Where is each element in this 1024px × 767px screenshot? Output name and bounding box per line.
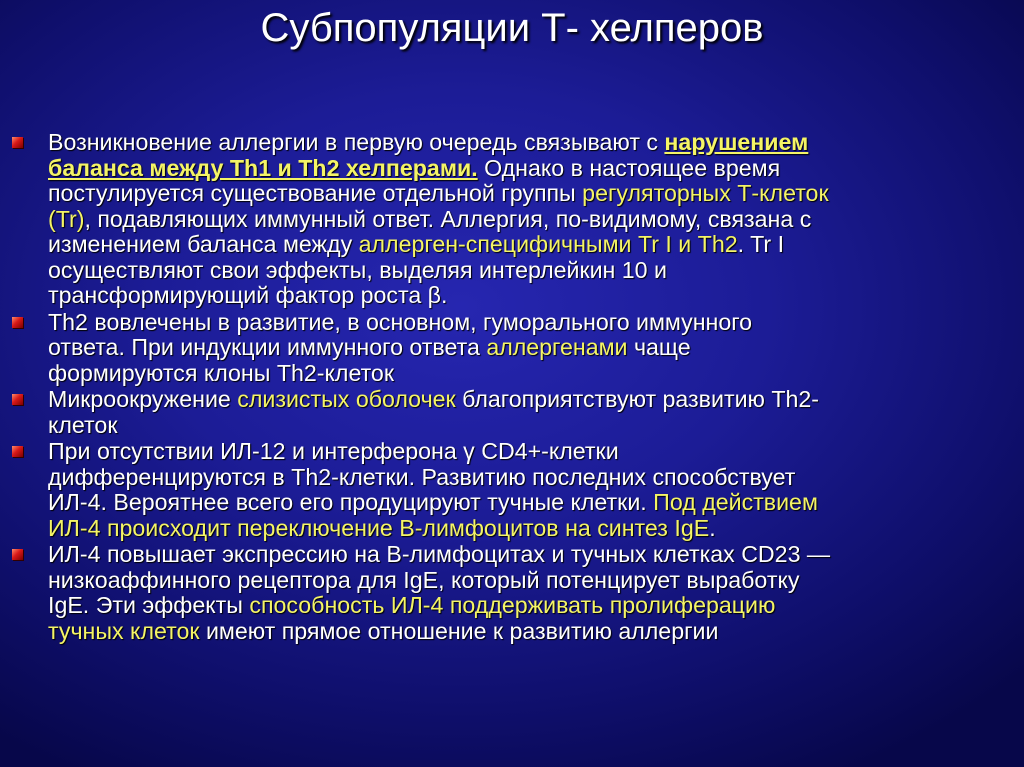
red-square-bullet-icon xyxy=(12,549,23,560)
bullet-list xyxy=(12,130,1012,645)
red-square-bullet-icon xyxy=(12,394,23,405)
bullet-item-3: Микроокружение слизистых оболочек благоприятствуют развитию Th2- клеток xyxy=(12,387,1012,438)
slide-title: Субпопуляции Т- хелперов xyxy=(260,6,764,50)
bullet-item-2: Th2 вовлечены в развитие, в основном, гуморального иммунного ответа. При индукции иммунного ответа аллергенами чаще формируются клоны Th2-клеток xyxy=(12,310,1012,387)
bullet-item-5: ИЛ-4 повышает экспрессию на В-лимфоцитах и тучных клетках CD23 — низкоаффинного рецептора для IgE, который потенцирует выработку IgE. Эти эффекты способность ИЛ-4 поддерживать пролиферацию тучных клеток имеют прямое отношение к развитию аллергии xyxy=(12,542,1012,644)
red-square-bullet-icon xyxy=(12,317,23,328)
bullet-item-1: Возникновение аллергии в первую очередь связывают с нарушением баланса между Th1 и Th2 хелперами. Однако в настоящее время постулируется существование отдельной группы регуляторных Т-клеток (Tr), подавляющих иммунный ответ. Аллергия, по-видимому, связана с изменением баланса между аллерген-специфичными Tr I и Th2. Tr I осуществляют свои эффекты, выделяя интерлейкин 10 и трансформирующий фактор роста β. xyxy=(12,130,1012,309)
bullet-item-4: При отсутствии ИЛ-12 и интерферона γ CD4+-клетки дифференцируются в Th2-клетки. Развитию последних способствует ИЛ-4. Вероятнее всего его продуцируют тучные клетки. Под действием ИЛ-4 происходит переключение В-лимфоцитов на синтез IgE. xyxy=(12,439,1012,541)
red-square-bullet-icon xyxy=(12,446,23,457)
red-square-bullet-icon xyxy=(12,137,23,148)
